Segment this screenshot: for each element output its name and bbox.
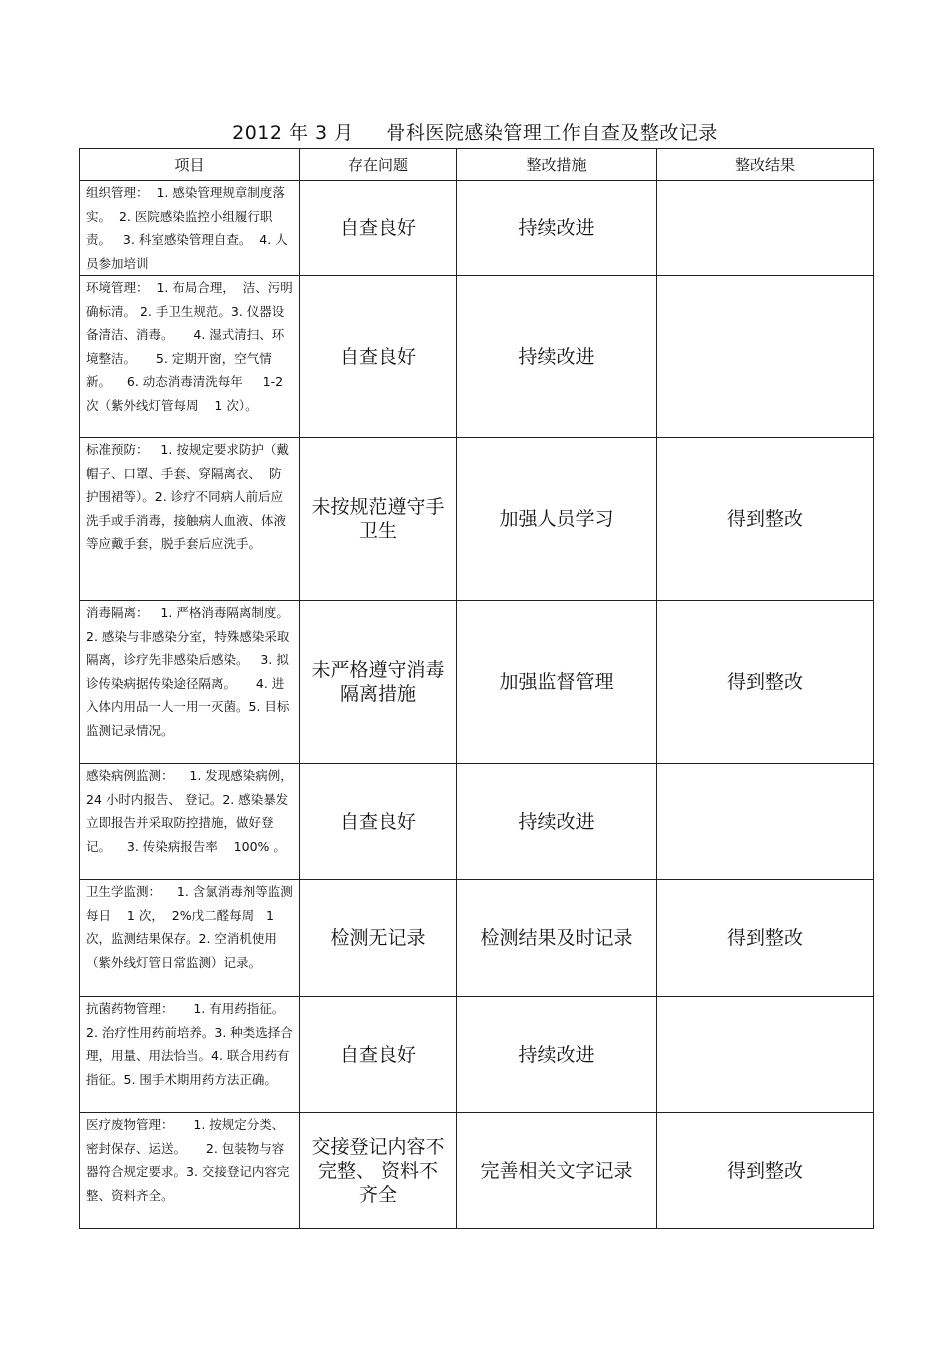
item-cell: 消毒隔离： 1. 严格消毒隔离制度。2. 感染与非感染分室，特殊感染采取隔离，诊疗先非感染后感染。 3. 拟诊传染病据传染途径隔离。 4. 进入体内用品一人一用一灭菌。5. 目标监测记录情况。 [80,601,300,764]
problem-cell: 自查良好 [300,276,457,438]
table-row [80,601,874,764]
item-cell: 卫生学监测： 1. 含氯消毒剂等监测每日 1 次， 2%戊二醛每周 1 次，监测结果保存。2. 空消机使用（紫外线灯管日常监测）记录。 [80,880,300,997]
header-result: 整改结果 [657,149,874,181]
problem-cell: 未按规范遵守手卫生 [300,438,457,601]
inspection-table [79,148,874,1229]
item-cell: 感染病例监测： 1. 发现感染病例，24 小时内报告、 登记。2. 感染暴发立即报告并采取防控措施，做好登记。 3. 传染病报告率 100% 。 [80,764,300,880]
measure-cell: 检测结果及时记录 [457,880,657,997]
result-cell [657,997,874,1113]
problem-cell: 自查良好 [300,997,457,1113]
result-cell [657,181,874,276]
problem-cell: 自查良好 [300,764,457,880]
table-row [80,276,874,438]
table-row [80,181,874,276]
problem-cell: 未严格遵守消毒隔离措施 [300,601,457,764]
result-cell: 得到整改 [657,438,874,601]
item-cell: 医疗废物管理： 1. 按规定分类、密封保存、运送。 2. 包装物与容器符合规定要求。3. 交接登记内容完整、资料齐全。 [80,1113,300,1229]
header-measure: 整改措施 [457,149,657,181]
item-cell: 标准预防： 1. 按规定要求防护（戴帽子、口罩、手套、穿隔离衣、 防护围裙等）。2. 诊疗不同病人前后应洗手或手消毒，接触病人血液、体液等应戴手套，脱手套后应洗手。 [80,438,300,601]
problem-cell: 自查良好 [300,181,457,276]
table-header-row [80,149,874,181]
table-row [80,438,874,601]
item-cell: 组织管理： 1. 感染管理规章制度落实。 2. 医院感染监控小组履行职责。 3. 科室感染管理自查。 4. 人员参加培训 [80,181,300,276]
table-row [80,1113,874,1229]
problem-cell: 检测无记录 [300,880,457,997]
measure-cell: 持续改进 [457,764,657,880]
table-row [80,764,874,880]
measure-cell: 完善相关文字记录 [457,1113,657,1229]
measure-cell: 持续改进 [457,181,657,276]
measure-cell: 持续改进 [457,997,657,1113]
measure-cell: 加强监督管理 [457,601,657,764]
result-cell [657,276,874,438]
header-item: 项目 [80,149,300,181]
result-cell: 得到整改 [657,880,874,997]
table-row [80,880,874,997]
result-cell [657,764,874,880]
page-title: 2012 年 3 月 骨科医院感染管理工作自查及整改记录 [232,122,718,144]
measure-cell: 持续改进 [457,276,657,438]
problem-cell: 交接登记内容不完整、 资料不齐全 [300,1113,457,1229]
measure-cell: 加强人员学习 [457,438,657,601]
header-problem: 存在问题 [300,149,457,181]
result-cell: 得到整改 [657,601,874,764]
result-cell: 得到整改 [657,1113,874,1229]
table-row [80,997,874,1113]
item-cell: 环境管理： 1. 布局合理， 洁、污明确标清。 2. 手卫生规范。3. 仪器设备清洁、消毒。 4. 湿式清扫、环境整洁。 5. 定期开窗，空气情新。 6. 动态消毒清洗每年 1-2 次（紫外线灯管每周 1 次）。 [80,276,300,438]
item-cell: 抗菌药物管理： 1. 有用药指征。 2. 治疗性用药前培养。3. 种类选择合理，用量、用法恰当。4. 联合用药有指征。5. 围手术期用药方法正确。 [80,997,300,1113]
